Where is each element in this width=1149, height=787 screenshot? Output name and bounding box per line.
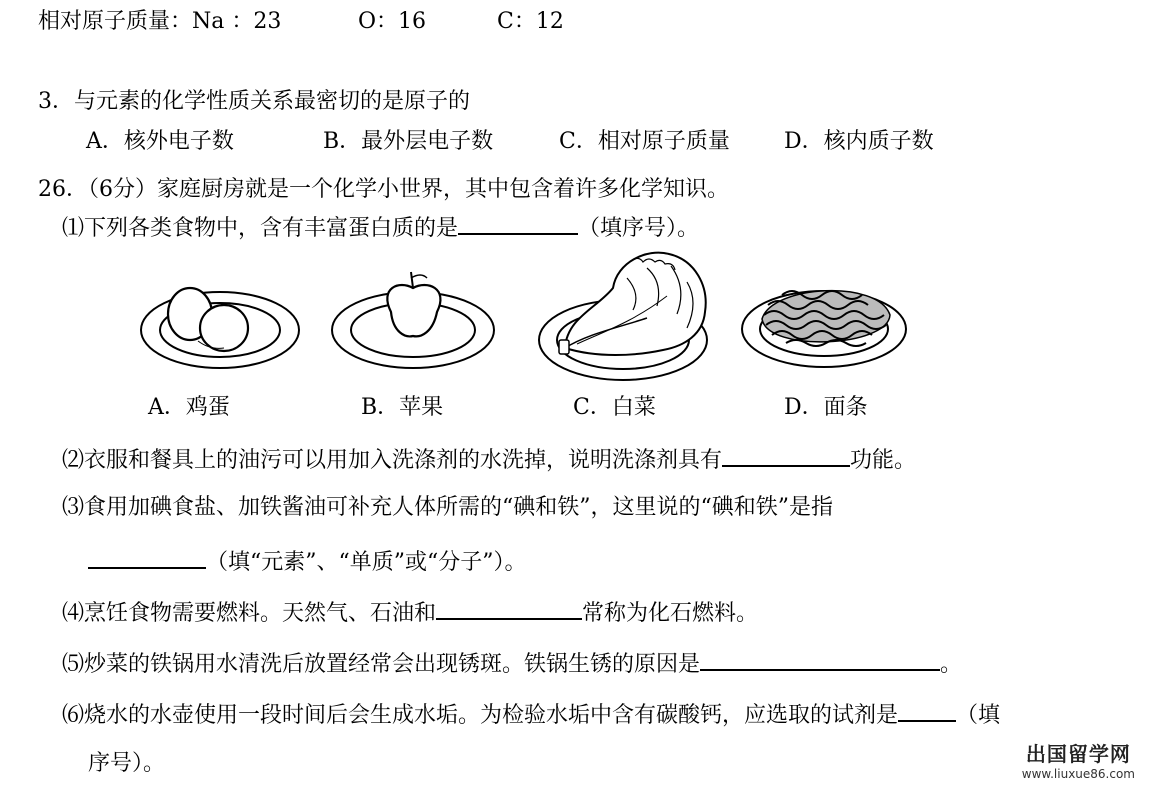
q26-part4-suffix: 常称为化石燃料。 [582,601,759,626]
q26-part2-text: ⑵衣服和餐具上的油污可以用加入洗涤剂的水洗掉，说明洗涤剂具有 [62,448,723,473]
q3-stem: 3．与元素的化学性质关系最密切的是原子的 [38,89,470,114]
site-watermark [1022,738,1135,781]
q26-part3-line1: ⑶食用加碘食盐、加铁酱油可补充人体所需的“碘和铁”，这里说的“碘和铁”是指 [62,495,833,520]
q26-part6-suffix: （填 [956,703,1001,728]
watermark-site-name: 出国留学网 [1025,742,1131,766]
q26-part6-blank[interactable] [898,700,956,722]
q26-part4-blank[interactable] [436,598,582,620]
q26-part5-text: ⑸炒菜的铁锅用水清洗后放置经常会出现锈斑。铁锅生锈的原因是 [62,652,701,677]
q3-option-d: D．核内质子数 [784,129,934,154]
q26-part2-suffix: 功能。 [850,448,917,473]
q26-part5-suffix: 。 [940,652,963,677]
q26-part1-text: ⑴下列各类食物中，含有丰富蛋白质的是 [62,216,459,241]
atomic-mass-na: Na ：23 [192,9,282,34]
egg-plate-image [138,286,304,372]
q26-part3-blank[interactable] [88,547,206,569]
food-label-a: A．鸡蛋 [148,395,230,420]
q26-part1-suffix: （填序号）。 [578,216,700,241]
q26-part1-blank[interactable] [458,213,578,235]
q26-part5 [62,649,962,678]
atomic-mass-o: O：16 [358,9,427,34]
q26-part4 [62,598,758,627]
q26-part1 [62,213,699,242]
q3-option-b: B．最外层电子数 [323,129,494,154]
q3-option-c: C．相对原子质量 [559,129,730,154]
q26-part6-line2: 序号）。 [88,751,166,776]
q26-part5-blank[interactable] [700,649,940,671]
q26-part6 [62,700,1000,729]
food-label-d: D．面条 [784,395,868,420]
food-label-b: B．苹果 [361,395,444,420]
q26-part3-line2 [88,547,526,576]
apple-plate-image [329,266,499,370]
q26-part2 [62,445,916,474]
noodle-plate-image [738,275,912,371]
q3-option-a: A．核外电子数 [86,129,234,154]
watermark-url: www.liuxue86.com [1021,767,1135,781]
q26-part2-blank[interactable] [722,445,850,467]
q26-part6-text: ⑹烧水的水壶使用一段时间后会生成水垢。为检验水垢中含有碳酸钙，应选取的试剂是 [62,703,899,728]
atomic-mass-line [38,9,281,35]
atomic-mass-c: C：12 [497,9,564,34]
food-label-c: C．白菜 [573,395,656,420]
atomic-mass-label: 相对原子质量： [38,9,193,34]
cabbage-plate-image [537,248,717,382]
q26-stem: 26．（6分）家庭厨房就是一个化学小世界，其中包含着许多化学知识。 [38,177,729,202]
q26-part3-suffix: （填“元素”、“单质”或“分子”）。 [206,550,527,575]
q26-part4-text: ⑷烹饪食物需要燃料。天然气、石油和 [62,601,437,626]
